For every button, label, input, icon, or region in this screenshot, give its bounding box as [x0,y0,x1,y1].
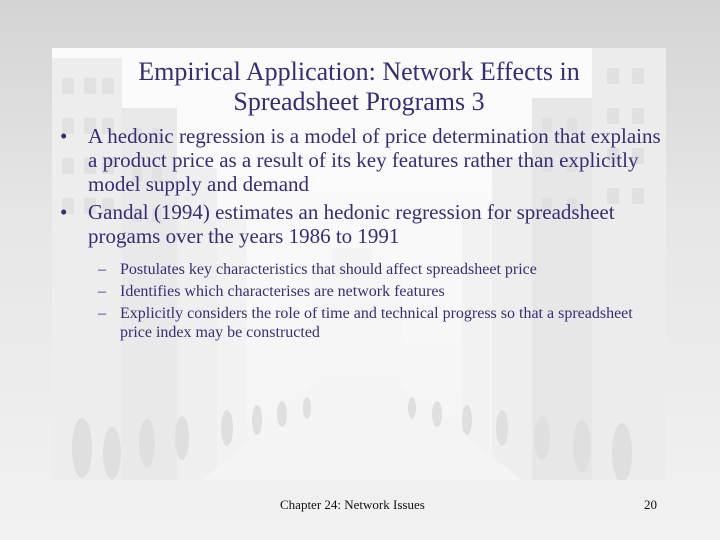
bullet-item [58,200,666,248]
bullet-text: Gandal (1994) estimates an hedonic regression for spreadsheet progams over the years 1986 to 1991 [88,200,615,248]
footer-chapter: Chapter 24: Network Issues [280,497,425,512]
sub-bullet-marker: – [98,305,106,322]
sub-bullet-item [96,260,666,279]
sub-bullet-marker: – [98,261,106,278]
sub-bullet-text: Postulates key characteristics that should affect spreadsheet price [120,261,537,278]
sub-bullet-text: Explicitly considers the role of time and technical progress so that a spreadsheet price index may be constructed [120,305,633,341]
sub-bullet-marker: – [98,283,106,300]
main-bullet-list [58,124,666,252]
sub-bullet-item [96,304,666,342]
bullet-text: A hedonic regression is a model of price determination that explains a product price as a result of its key features rather than explicitly model supply and demand [88,124,661,196]
bullet-item [58,124,666,196]
title-line-1: Empirical Application: Network Effects in [138,57,580,86]
sub-bullet-list [96,260,666,345]
sub-bullet-text: Identifies which characterises are network features [120,283,445,300]
bullet-marker: • [60,124,68,148]
page-number: 20 [644,497,657,512]
bullet-marker: • [60,200,68,224]
title-line-2: Spreadsheet Programs 3 [233,87,485,116]
slide-title [52,57,666,117]
sub-bullet-item [96,282,666,301]
